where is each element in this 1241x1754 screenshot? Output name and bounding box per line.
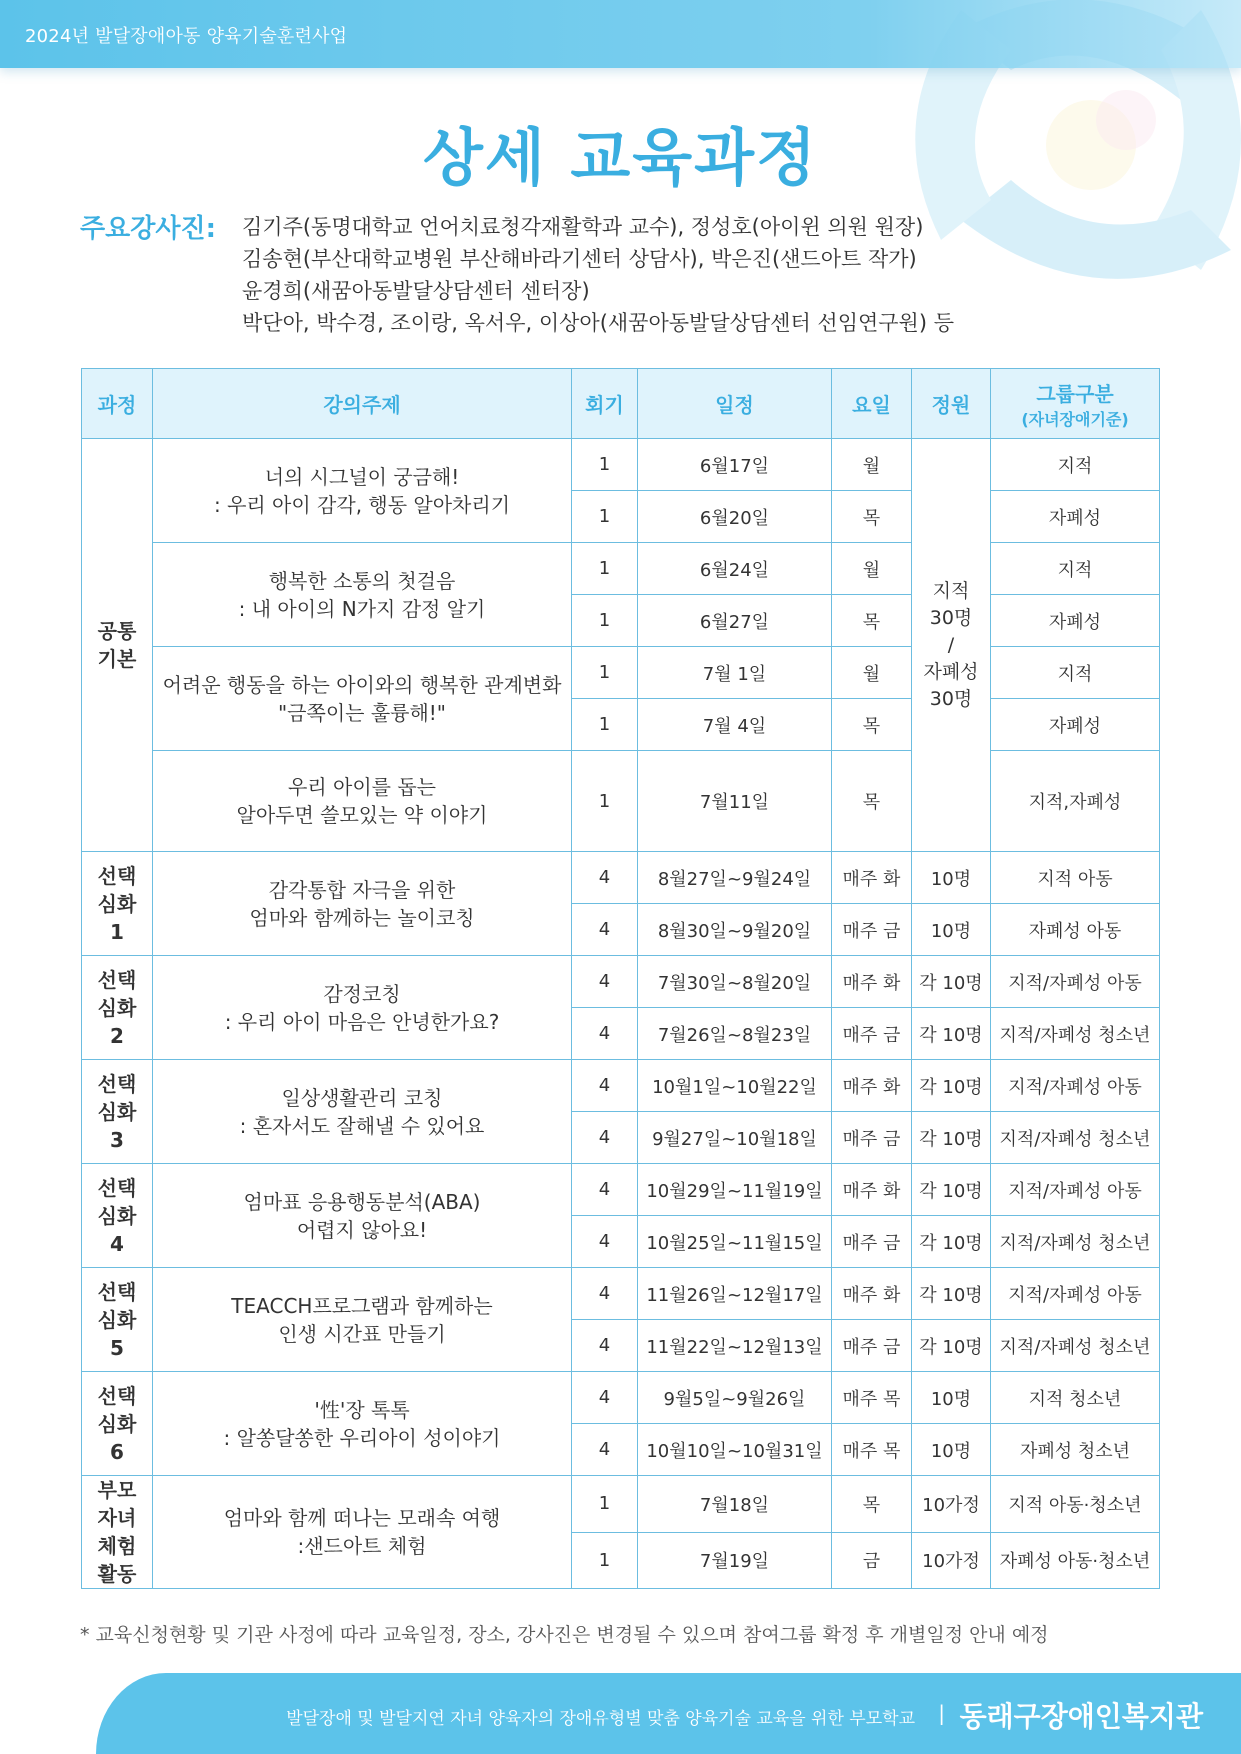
schedule-table [81,368,1160,1589]
capacity-cell: 각 10명 [912,1268,991,1320]
group-cell: 지적/자폐성 아동 [991,956,1160,1008]
sessions-cell: 1 [572,1532,638,1589]
day-cell: 월 [832,543,912,595]
day-cell: 목 [832,491,912,543]
table-row [82,1268,1160,1320]
instructor-line: 윤경희(새꿈아동발달상담센터 센터장) [242,279,590,303]
group-cell: 자폐성 아동·청소년 [991,1532,1160,1589]
topic-cell: 엄마표 응용행동분석(ABA) 어렵지 않아요! [153,1164,572,1268]
instructor-line: 박단아, 박수경, 조이랑, 옥서우, 이상아(새꿈아동발달상담센터 선임연구원) 등 [242,311,955,335]
course-cell: 부모 자녀 체험 활동 [82,1476,153,1589]
group-cell: 지적/자폐성 아동 [991,1060,1160,1112]
schedule-cell: 6월27일 [638,595,832,647]
sessions-cell: 4 [572,1112,638,1164]
sessions-cell: 1 [572,1476,638,1533]
footer-description: 발달장애 및 발달지연 자녀 양육자의 장애유형별 맞춤 양육기술 교육을 위한 부모학교 [286,1709,915,1729]
sessions-cell: 1 [572,751,638,852]
capacity-cell: 각 10명 [912,1216,991,1268]
table-row [82,852,1160,904]
footnote: * 교육신청현황 및 기관 사정에 따라 교육일정, 장소, 강사진은 변경될 수 있으며 참여그룹 확정 후 개별일정 안내 예정 [80,1624,1049,1646]
day-cell: 금 [832,1532,912,1589]
day-cell: 매주 금 [832,1008,912,1060]
header-day: 요일 [832,369,912,439]
course-cell: 공통 기본 [82,439,153,852]
topic-cell: 감정코칭 : 우리 아이 마음은 안녕한가요? [153,956,572,1060]
day-cell: 목 [832,1476,912,1533]
topic-cell: 행복한 소통의 첫걸음 : 내 아이의 N가지 감정 알기 [153,543,572,647]
schedule-cell: 7월 1일 [638,647,832,699]
schedule-cell: 11월22일~12월13일 [638,1320,832,1372]
capacity-cell: 10명 [912,904,991,956]
schedule-cell: 9월5일~9월26일 [638,1372,832,1424]
sessions-cell: 1 [572,699,638,751]
capacity-cell: 각 10명 [912,1164,991,1216]
capacity-cell: 각 10명 [912,1112,991,1164]
day-cell: 목 [832,595,912,647]
day-cell: 매주 목 [832,1372,912,1424]
course-cell: 선택 심화 1 [82,852,153,956]
header-capacity: 정원 [912,369,991,439]
day-cell: 월 [832,439,912,491]
header-band-text: 2024년 발달장애아동 양육기술훈련사업 [25,26,348,47]
capacity-cell: 10명 [912,852,991,904]
footer-organization: 동래구장애인복지관 [959,1700,1203,1733]
day-cell: 매주 금 [832,1320,912,1372]
topic-cell: 일상생활관리 코칭 : 혼자서도 잘해낼 수 있어요 [153,1060,572,1164]
sessions-cell: 1 [572,491,638,543]
sessions-cell: 4 [572,904,638,956]
table-row [82,956,1160,1008]
topic-cell: 어려운 행동을 하는 아이와의 행복한 관계변화 "금쪽이는 훌륭해!" [153,647,572,751]
day-cell: 목 [832,699,912,751]
header-topic: 강의주제 [153,369,572,439]
group-cell: 지적/자폐성 아동 [991,1268,1160,1320]
sessions-cell: 1 [572,595,638,647]
group-cell: 자폐성 아동 [991,904,1160,956]
group-cell: 지적 아동·청소년 [991,1476,1160,1533]
day-cell: 매주 금 [832,1112,912,1164]
table-row [82,751,1160,852]
day-cell: 매주 금 [832,1216,912,1268]
course-cell: 선택 심화 5 [82,1268,153,1372]
topic-cell: 엄마와 함께 떠나는 모래속 여행 :샌드아트 체험 [153,1476,572,1589]
table-row [82,1060,1160,1112]
capacity-cell: 10가정 [912,1476,991,1533]
sessions-cell: 4 [572,1164,638,1216]
course-cell: 선택 심화 4 [82,1164,153,1268]
capacity-cell: 각 10명 [912,956,991,1008]
group-cell: 지적 [991,439,1160,491]
schedule-cell: 7월26일~8월23일 [638,1008,832,1060]
footer-band [96,1673,1241,1754]
group-cell: 지적/자폐성 청소년 [991,1320,1160,1372]
topic-cell: TEACCH프로그램과 함께하는 인생 시간표 만들기 [153,1268,572,1372]
sessions-cell: 4 [572,852,638,904]
sessions-cell: 4 [572,1372,638,1424]
table-header-row [82,369,1160,439]
schedule-cell: 10월1일~10월22일 [638,1060,832,1112]
schedule-cell: 10월10일~10월31일 [638,1424,832,1476]
topic-cell: 너의 시그널이 궁금해! : 우리 아이 감각, 행동 알아차리기 [153,439,572,543]
page-title: 상세 교육과정 [423,121,818,194]
topic-cell: 우리 아이를 돕는 알아두면 쓸모있는 약 이야기 [153,751,572,852]
instructor-line: 김기주(동명대학교 언어치료청각재활학과 교수), 정성호(아이윈 의원 원장) [242,215,924,239]
header-group-label: 그룹구분 [1036,381,1114,406]
day-cell: 매주 화 [832,852,912,904]
capacity-cell: 10명 [912,1424,991,1476]
day-cell: 매주 목 [832,1424,912,1476]
schedule-cell: 6월20일 [638,491,832,543]
header-group [991,369,1160,439]
course-cell: 선택 심화 6 [82,1372,153,1476]
group-cell: 지적/자폐성 청소년 [991,1112,1160,1164]
table-row [82,543,1160,595]
table-row [82,1164,1160,1216]
sessions-cell: 4 [572,956,638,1008]
sessions-cell: 4 [572,1268,638,1320]
schedule-cell: 11월26일~12월17일 [638,1268,832,1320]
day-cell: 매주 화 [832,1060,912,1112]
schedule-cell: 10월29일~11월19일 [638,1164,832,1216]
capacity-cell: 각 10명 [912,1060,991,1112]
group-cell: 자폐성 [991,699,1160,751]
group-cell: 자폐성 [991,491,1160,543]
day-cell: 월 [832,647,912,699]
capacity-cell: 지적 30명 / 자폐성 30명 [912,439,991,852]
group-cell: 지적/자폐성 청소년 [991,1216,1160,1268]
group-cell: 지적/자폐성 청소년 [991,1008,1160,1060]
group-cell: 지적/자폐성 아동 [991,1164,1160,1216]
capacity-cell: 각 10명 [912,1008,991,1060]
sessions-cell: 1 [572,543,638,595]
schedule-cell: 8월27일~9월24일 [638,852,832,904]
header-group-sublabel: (자녀장애기준) [1021,409,1129,429]
schedule-cell: 10월25일~11월15일 [638,1216,832,1268]
capacity-cell: 10명 [912,1372,991,1424]
instructors-label: 주요강사진: [80,214,216,244]
schedule-cell: 7월11일 [638,751,832,852]
table-row [82,1476,1160,1533]
schedule-cell: 7월19일 [638,1532,832,1589]
instructors-list [242,211,954,339]
sessions-cell: 1 [572,439,638,491]
group-cell: 지적 [991,647,1160,699]
schedule-cell: 7월 4일 [638,699,832,751]
sessions-cell: 4 [572,1424,638,1476]
schedule-cell: 7월30일~8월20일 [638,956,832,1008]
table-row [82,439,1160,491]
day-cell: 매주 화 [832,1268,912,1320]
header-course: 과정 [82,369,153,439]
topic-cell: 감각통합 자극을 위한 엄마와 함께하는 놀이코칭 [153,852,572,956]
day-cell: 매주 금 [832,904,912,956]
group-cell: 지적,자폐성 [991,751,1160,852]
capacity-cell: 10가정 [912,1532,991,1589]
schedule-cell: 6월17일 [638,439,832,491]
group-cell: 자폐성 청소년 [991,1424,1160,1476]
sessions-cell: 4 [572,1060,638,1112]
capacity-cell: 각 10명 [912,1320,991,1372]
sessions-cell: 1 [572,647,638,699]
footer-separator: | [938,1701,945,1725]
table-row [82,647,1160,699]
header-schedule: 일정 [638,369,832,439]
day-cell: 매주 화 [832,1164,912,1216]
header-sessions: 회기 [572,369,638,439]
group-cell: 지적 아동 [991,852,1160,904]
schedule-cell: 7월18일 [638,1476,832,1533]
group-cell: 지적 청소년 [991,1372,1160,1424]
top-header-band [0,0,1241,68]
group-cell: 자폐성 [991,595,1160,647]
course-cell: 선택 심화 3 [82,1060,153,1164]
schedule-cell: 8월30일~9월20일 [638,904,832,956]
sessions-cell: 4 [572,1216,638,1268]
day-cell: 매주 화 [832,956,912,1008]
group-cell: 지적 [991,543,1160,595]
schedule-cell: 9월27일~10월18일 [638,1112,832,1164]
topic-cell: '性'장 톡톡 : 알쏭달쏭한 우리아이 성이야기 [153,1372,572,1476]
day-cell: 목 [832,751,912,852]
sessions-cell: 4 [572,1008,638,1060]
instructor-line: 김송현(부산대학교병원 부산해바라기센터 상담사), 박은진(샌드아트 작가) [242,247,917,271]
course-cell: 선택 심화 2 [82,956,153,1060]
sessions-cell: 4 [572,1320,638,1372]
table-row [82,1372,1160,1424]
schedule-cell: 6월24일 [638,543,832,595]
